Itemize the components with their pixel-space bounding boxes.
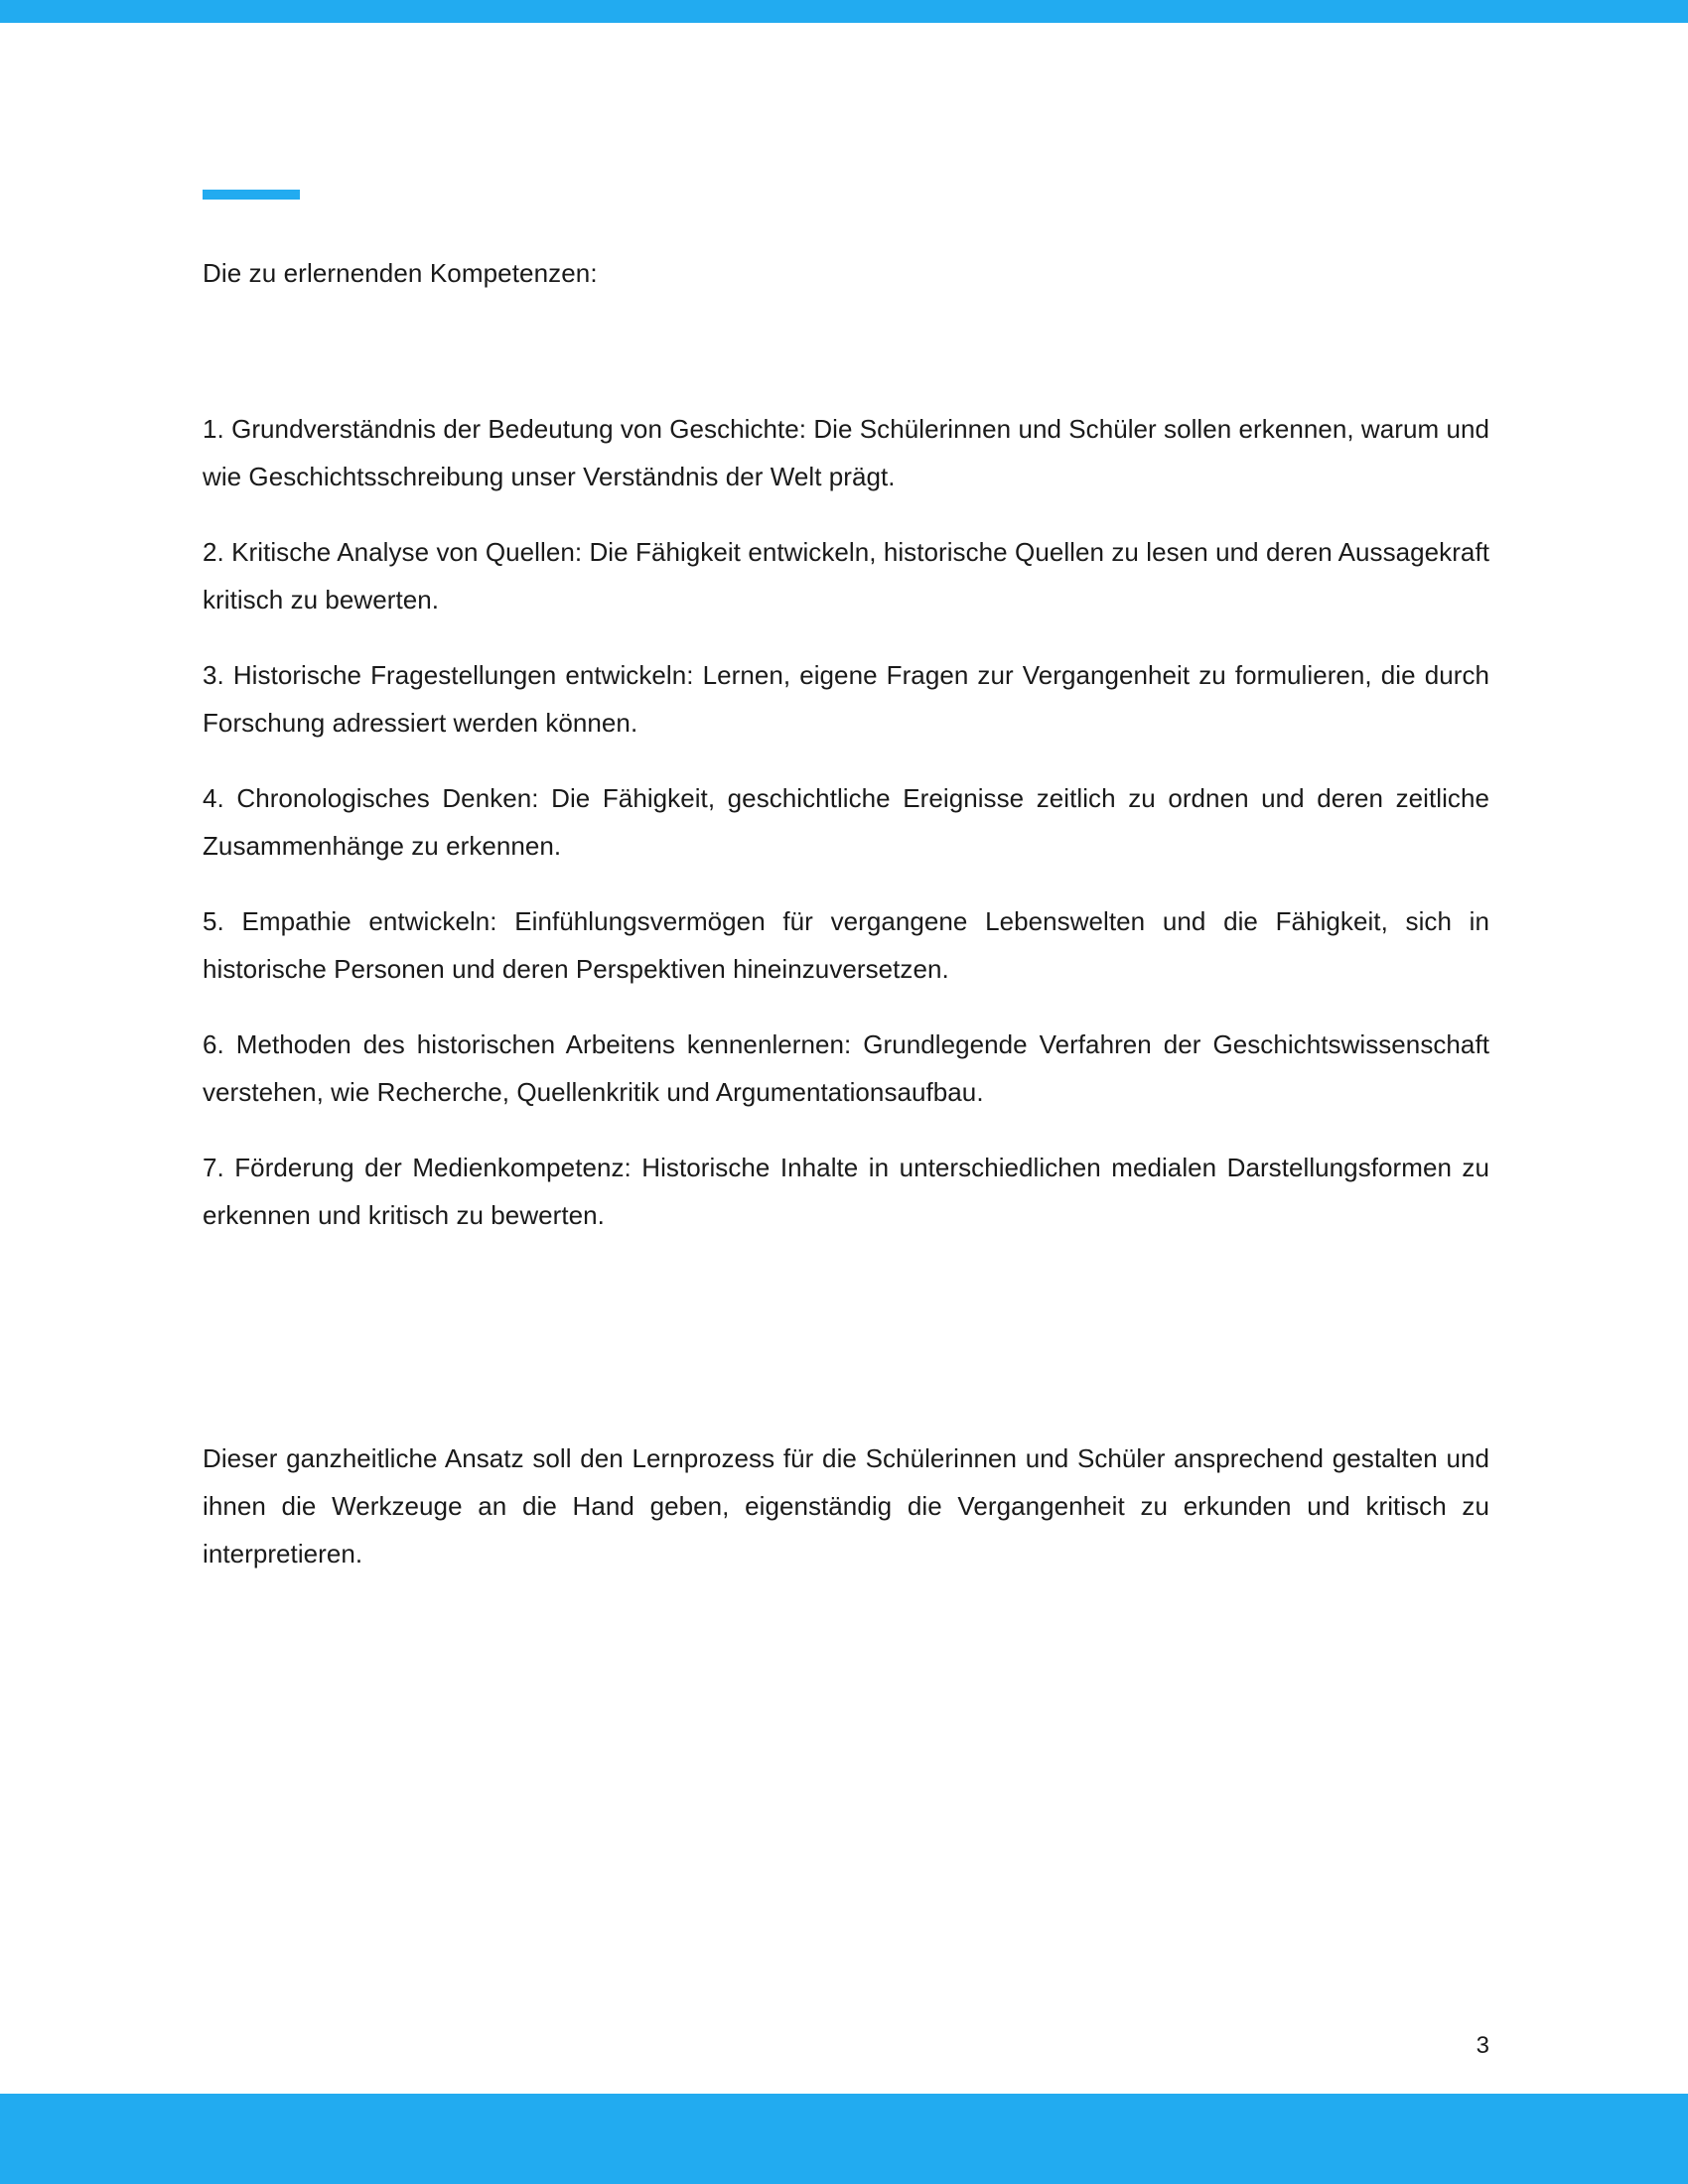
- competency-item-2: 2. Kritische Analyse von Quellen: Die Fähigkeit entwickeln, historische Quellen zu lesen und deren Aussagekraft kritisch zu bewerten.: [203, 537, 1489, 614]
- competency-item-6: 6. Methoden des historischen Arbeitens kennenlernen: Grundlegende Verfahren der Geschichtswissenschaft verstehen, wie Recherche, Quellenkritik und Argumentationsaufbau.: [203, 1029, 1489, 1107]
- competency-item-1: 1. Grundverständnis der Bedeutung von Geschichte: Die Schülerinnen und Schüler sollen erkennen, warum und wie Geschichtsschreibung unser Verständnis der Welt prägt.: [203, 414, 1489, 491]
- bottom-blue-band: [0, 2094, 1688, 2184]
- competency-item-4: 4. Chronologisches Denken: Die Fähigkeit, geschichtliche Ereignisse zeitlich zu ordnen und deren zeitliche Zusammenhänge zu erkennen.: [203, 783, 1489, 861]
- competency-item-7: 7. Förderung der Medienkompetenz: Historische Inhalte in unterschiedlichen medialen Darstellungsformen zu erkennen und kritisch zu bewerten.: [203, 1153, 1489, 1230]
- page-number: 3: [1476, 2032, 1489, 2059]
- page-heading: Die zu erlernenden Kompetenzen:: [203, 258, 598, 288]
- top-blue-band: [0, 0, 1688, 23]
- competency-item-3: 3. Historische Fragestellungen entwickeln: Lernen, eigene Fragen zur Vergangenheit zu formulieren, die durch Forschung adressiert werden können.: [203, 660, 1489, 738]
- closing-paragraph: Dieser ganzheitliche Ansatz soll den Lernprozess für die Schülerinnen und Schüler ansprechend gestalten und ihnen die Werkzeuge an die Hand geben, eigenständig die Vergangenheit zu erkunden und kritisch zu interpretieren.: [203, 1443, 1489, 1569]
- competency-item-5: 5. Empathie entwickeln: Einfühlungsvermögen für vergangene Lebenswelten und die Fähigkeit, sich in historische Personen und deren Perspektiven hineinzuversetzen.: [203, 906, 1489, 984]
- competency-list: [203, 405, 1489, 1239]
- blue-accent-dash: [203, 190, 300, 200]
